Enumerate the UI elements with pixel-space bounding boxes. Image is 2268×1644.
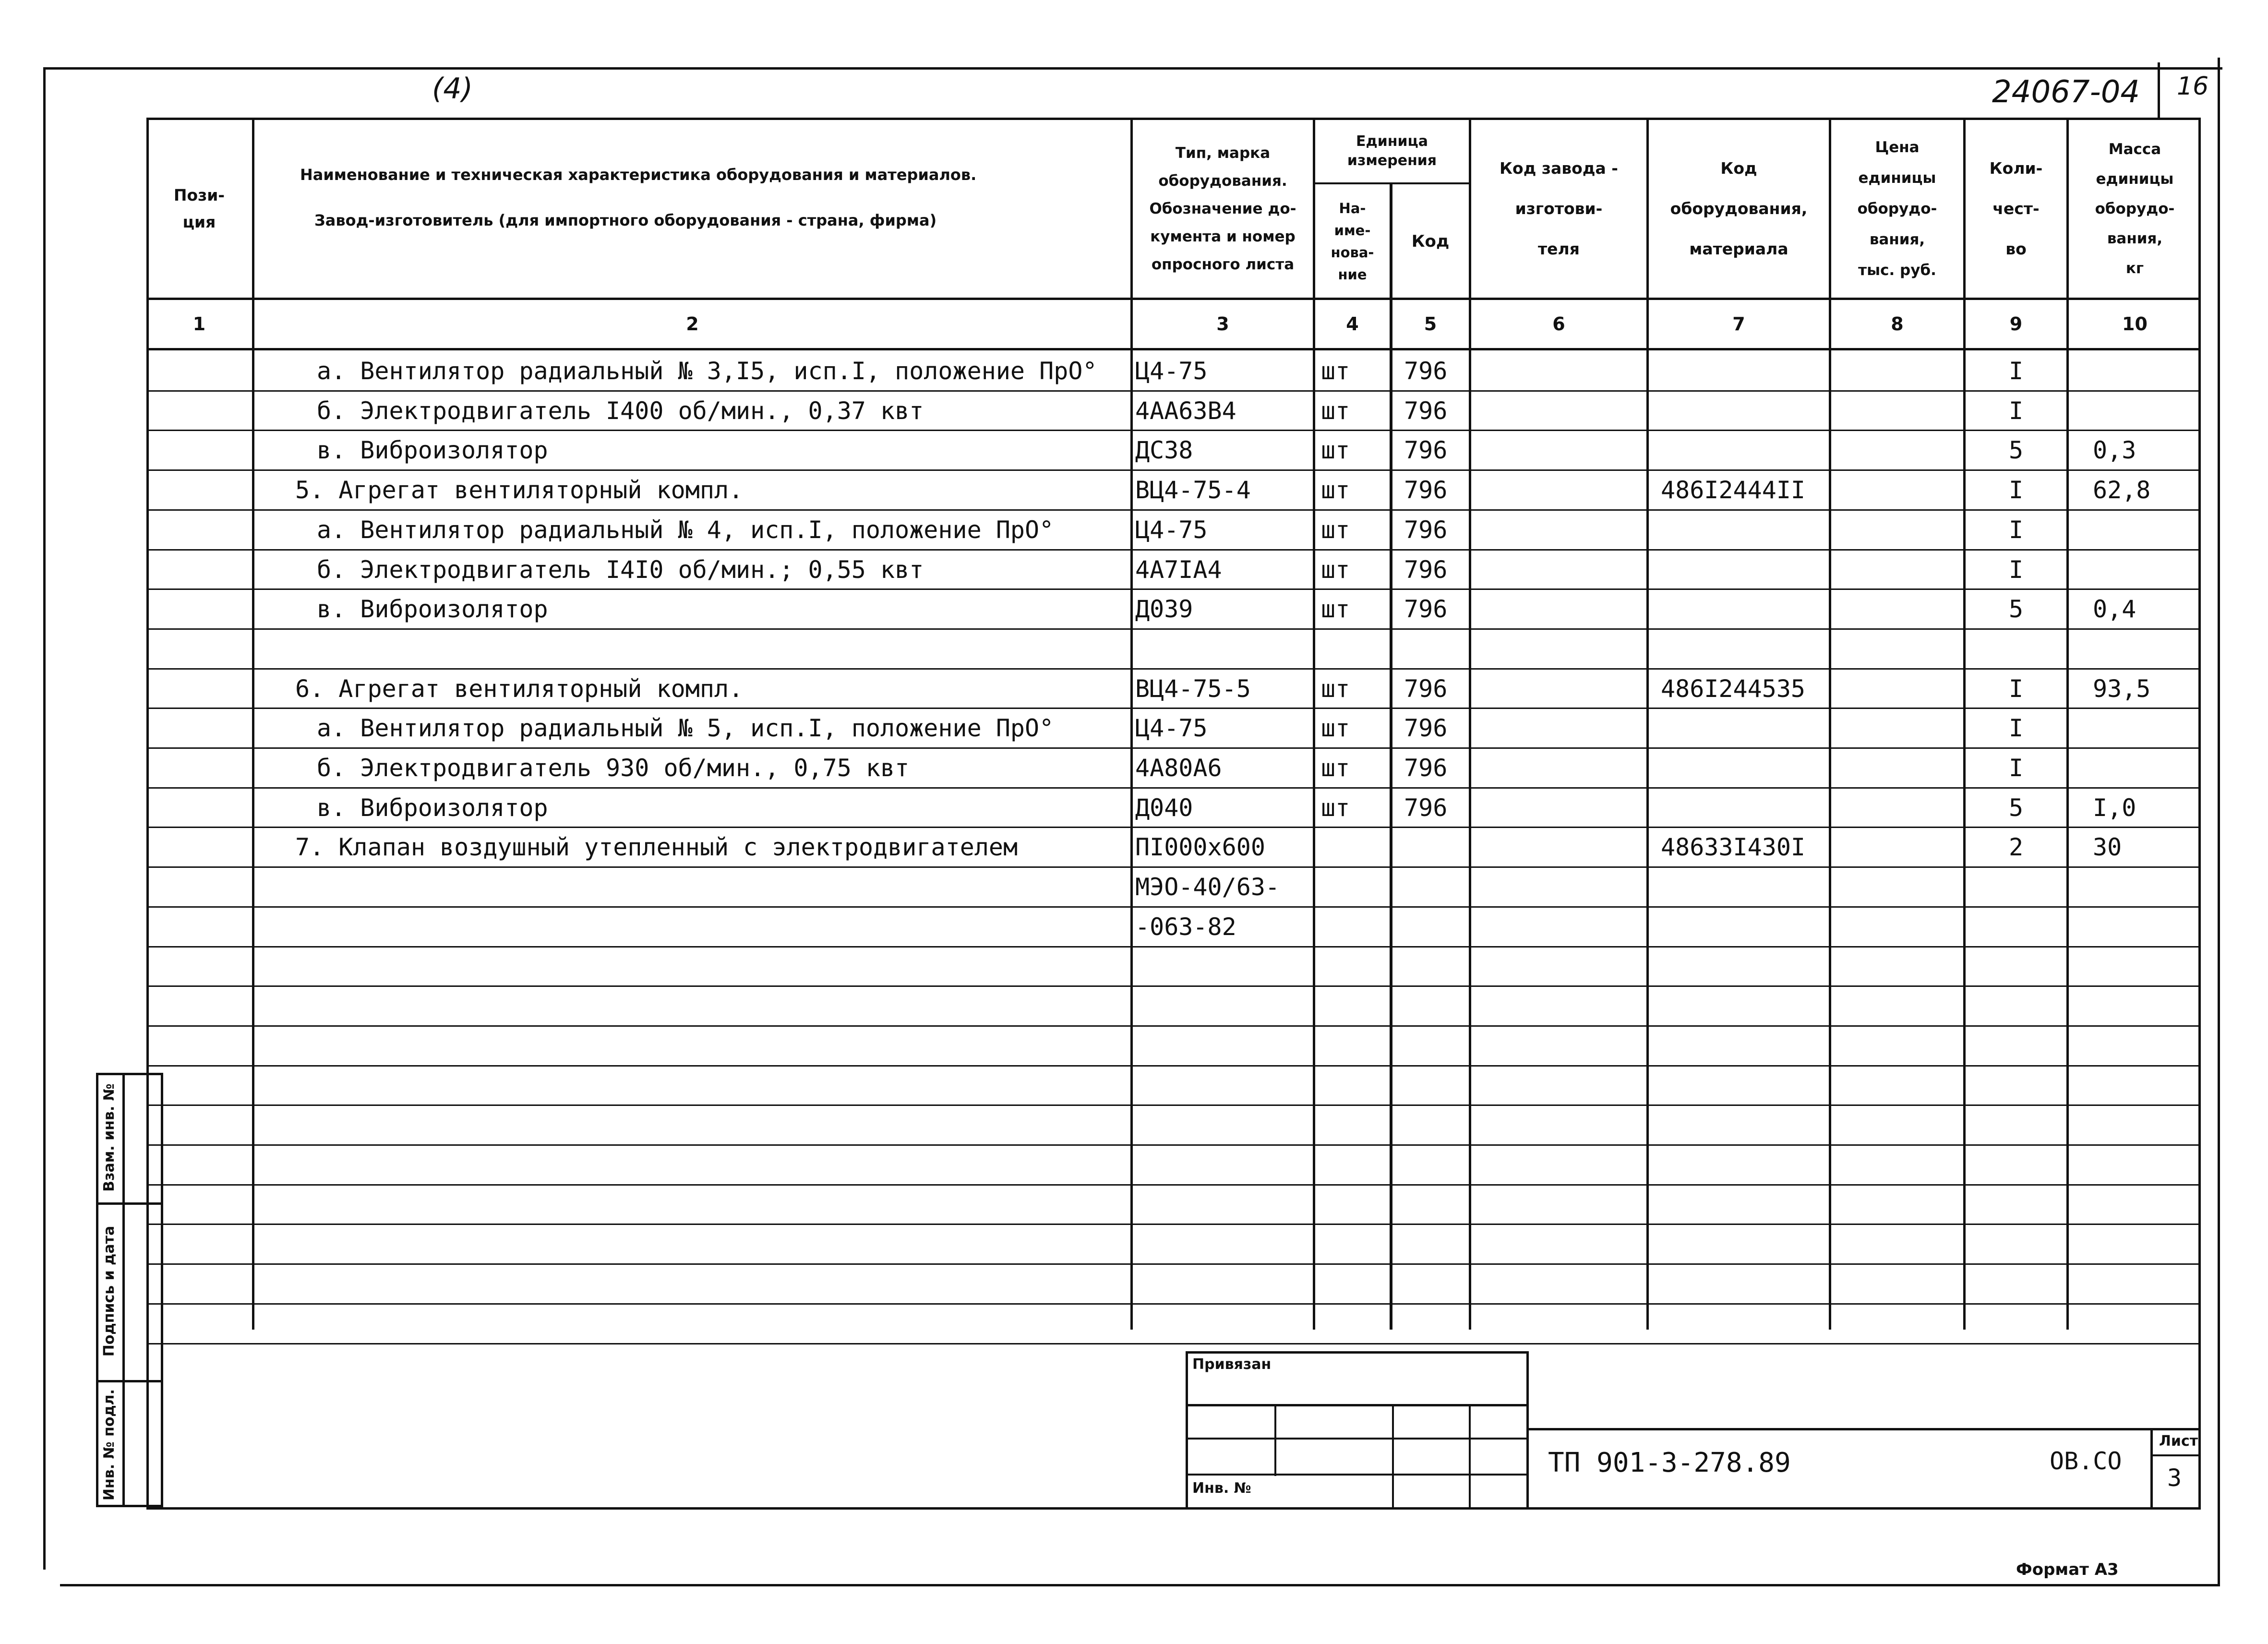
row-quantity: I bbox=[2008, 516, 2024, 544]
row-name: 7. Клапан воздушный утепленный с электродвигателем bbox=[295, 833, 1018, 861]
side-label-orig-inv: Инв. № подл. bbox=[101, 1389, 118, 1501]
row-quantity: 5 bbox=[2008, 595, 2024, 623]
header-quantity: Коли- чест- во bbox=[1989, 159, 2043, 258]
colnum-9: 9 bbox=[2009, 313, 2023, 335]
header-name-block bbox=[254, 120, 1130, 298]
row-name: б. Электродвигатель I400 об/мин., 0,37 квт bbox=[317, 397, 924, 425]
row-type: Ц4-75 bbox=[1135, 357, 1208, 385]
table-row bbox=[146, 1104, 2201, 1144]
colnum-5: 5 bbox=[1424, 313, 1437, 335]
side-hline-1 bbox=[96, 1202, 163, 1205]
stamp-inv-label: Инв. № bbox=[1192, 1480, 1251, 1497]
row-type: ВЦ4-75-5 bbox=[1135, 675, 1251, 703]
stamp-bound-label: Привязан bbox=[1192, 1356, 1272, 1373]
side-label-replace-inv: Взам. инв. № bbox=[101, 1083, 118, 1192]
doc-number: 24067-04 bbox=[1992, 74, 2140, 110]
colnum-10: 10 bbox=[2122, 313, 2148, 335]
table-row bbox=[146, 1184, 2201, 1224]
table-row bbox=[146, 1144, 2201, 1184]
top-note: (4) bbox=[432, 72, 473, 106]
row-unit-code: 796 bbox=[1404, 754, 1448, 782]
row-unit-code: 796 bbox=[1404, 595, 1448, 623]
stamp-grid-v3 bbox=[1469, 1404, 1471, 1510]
header-unit-name: На- име- нова- ние bbox=[1331, 200, 1374, 283]
row-mass: 0,3 bbox=[2093, 436, 2136, 464]
row-type: Д040 bbox=[1135, 794, 1193, 822]
sheet-top-line bbox=[43, 67, 2222, 70]
header-position: Пози- ция bbox=[173, 186, 225, 231]
row-name: а. Вентилятор радиальный № 5, исп.I, положение ПрO° bbox=[317, 714, 1054, 742]
colnum-2: 2 bbox=[686, 313, 699, 335]
row-type: -063-82 bbox=[1135, 913, 1236, 941]
row-unit: шт bbox=[1321, 476, 1350, 504]
row-name: б. Электродвигатель 930 об/мин., 0,75 квт bbox=[317, 754, 910, 782]
row-quantity: I bbox=[2008, 754, 2024, 782]
sheet-right-line bbox=[2218, 58, 2220, 1584]
row-name: 5. Агрегат вентиляторный компл. bbox=[295, 476, 744, 504]
table-row bbox=[146, 946, 2201, 986]
header-factory-code: Код завода - изготови- теля bbox=[1500, 159, 1618, 258]
row-unit: шт bbox=[1321, 754, 1350, 782]
stamp-grid-h1 bbox=[1186, 1438, 1529, 1440]
row-quantity: I bbox=[2008, 675, 2024, 703]
table-row bbox=[146, 1224, 2201, 1263]
row-quantity: I bbox=[2008, 556, 2024, 584]
row-type: Д039 bbox=[1135, 595, 1193, 623]
row-type: 4А7IА4 bbox=[1135, 556, 1222, 584]
table-row bbox=[146, 628, 2201, 668]
table-row bbox=[146, 1065, 2201, 1105]
stamp-grid-v2 bbox=[1392, 1404, 1394, 1510]
row-type: ВЦ4-75-4 bbox=[1135, 476, 1251, 504]
row-quantity: I bbox=[2008, 357, 2024, 385]
row-unit: шт bbox=[1321, 794, 1350, 822]
row-quantity: I bbox=[2008, 476, 2024, 504]
row-unit-code: 796 bbox=[1404, 397, 1448, 425]
header-type: Тип, марка оборудования. Обозначение до- кумента и номер опросного листа bbox=[1149, 144, 1296, 273]
row-type: 4А80А6 bbox=[1135, 754, 1222, 782]
stamp-grid-h2 bbox=[1186, 1474, 1529, 1476]
row-type: ДС38 bbox=[1135, 436, 1193, 464]
header-equipment-code: Код оборудования, материала bbox=[1670, 159, 1808, 258]
stamp-title-line bbox=[1529, 1428, 2201, 1430]
row-type: Ц4-75 bbox=[1135, 714, 1208, 742]
stamp-section: ОВ.СО bbox=[2050, 1447, 2122, 1475]
row-unit: шт bbox=[1321, 357, 1350, 385]
colnum-1: 1 bbox=[192, 313, 206, 335]
stamp-sheet-hline bbox=[2150, 1454, 2201, 1456]
row-quantity: 5 bbox=[2008, 436, 2024, 464]
header-name-line2: Завод-изготовитель (для импортного оборудования - страна, фирма) bbox=[314, 211, 937, 229]
format-label: Формат A3 bbox=[2016, 1560, 2119, 1579]
row-unit-code: 796 bbox=[1404, 357, 1448, 385]
colnum-8: 8 bbox=[1891, 313, 1904, 335]
row-unit-code: 796 bbox=[1404, 516, 1448, 544]
row-unit-code: 796 bbox=[1404, 556, 1448, 584]
row-mass: 0,4 bbox=[2093, 595, 2136, 623]
row-unit: шт bbox=[1321, 397, 1350, 425]
row-mass: 62,8 bbox=[2093, 476, 2151, 504]
row-unit-code: 796 bbox=[1404, 476, 1448, 504]
colnum-6: 6 bbox=[1552, 313, 1565, 335]
table-row bbox=[146, 985, 2201, 1025]
side-divider-mid bbox=[122, 1073, 125, 1507]
row-name: б. Электродвигатель I4I0 об/мин.; 0,55 квт bbox=[317, 556, 924, 584]
row-unit-code: 796 bbox=[1404, 436, 1448, 464]
table-row bbox=[146, 1303, 2201, 1343]
row-name: в. Виброизолятор bbox=[317, 595, 548, 623]
row-unit: шт bbox=[1321, 516, 1350, 544]
sheet-number: 16 bbox=[2177, 72, 2209, 101]
side-divider-1 bbox=[96, 1073, 98, 1507]
stamp-designation: ТП 901-3-278.89 bbox=[1548, 1447, 1791, 1478]
stamp-sheet-label: Лист bbox=[2159, 1433, 2198, 1450]
row-equipment-code: 486I2444II bbox=[1661, 476, 1806, 504]
row-unit-code: 796 bbox=[1404, 675, 1448, 703]
row-unit: шт bbox=[1321, 556, 1350, 584]
stamp-sheet-value: 3 bbox=[2167, 1464, 2182, 1492]
row-equipment-code: 486I244535 bbox=[1661, 675, 1806, 703]
colnum-7: 7 bbox=[1732, 313, 1745, 335]
row-type: Ц4-75 bbox=[1135, 516, 1208, 544]
row-separator bbox=[146, 1343, 2201, 1344]
header-unit-code: Код bbox=[1411, 231, 1450, 251]
header-unit-group: Единица измерения bbox=[1347, 133, 1437, 169]
row-name: 6. Агрегат вентиляторный компл. bbox=[295, 675, 744, 703]
stamp-grid-v1 bbox=[1274, 1404, 1276, 1476]
row-mass: I,0 bbox=[2093, 794, 2136, 822]
row-equipment-code: 48633I430I bbox=[1661, 833, 1806, 861]
table-row bbox=[146, 1025, 2201, 1065]
row-unit: шт bbox=[1321, 595, 1350, 623]
sheet-bottom-line bbox=[60, 1584, 2220, 1586]
row-unit: шт bbox=[1321, 436, 1350, 464]
table-row bbox=[146, 1263, 2201, 1303]
row-name: в. Виброизолятор bbox=[317, 436, 548, 464]
colnum-3: 3 bbox=[1216, 313, 1229, 335]
header-name-line1: Наименование и техническая характеристика оборудования и материалов. bbox=[300, 166, 977, 184]
row-type: ПI000х600 bbox=[1135, 833, 1265, 861]
row-quantity: I bbox=[2008, 714, 2024, 742]
row-name: а. Вентилятор радиальный № 3,I5, исп.I, положение ПрO° bbox=[317, 357, 1097, 385]
row-quantity: I bbox=[2008, 397, 2024, 425]
row-unit-code: 796 bbox=[1404, 794, 1448, 822]
row-name: в. Виброизолятор bbox=[317, 794, 548, 822]
row-mass: 93,5 bbox=[2093, 675, 2151, 703]
row-unit: шт bbox=[1321, 675, 1350, 703]
header-price: Цена единицы оборудо- вания, тыс. руб. bbox=[1857, 139, 1937, 279]
row-quantity: 2 bbox=[2008, 833, 2024, 861]
row-name: а. Вентилятор радиальный № 4, исп.I, положение ПрO° bbox=[317, 516, 1054, 544]
stamp-block bbox=[1186, 1351, 2201, 1510]
row-unit-code: 796 bbox=[1404, 714, 1448, 742]
colnum-4: 4 bbox=[1346, 313, 1359, 335]
row-unit: шт bbox=[1321, 714, 1350, 742]
side-label-signature-date: Подпись и дата bbox=[101, 1225, 118, 1357]
row-type: МЭО-40/63- bbox=[1135, 873, 1280, 901]
header-mass: Масса единицы оборудо- вания, кг bbox=[2095, 141, 2175, 277]
row-mass: 30 bbox=[2093, 833, 2122, 861]
row-type: 4АА63В4 bbox=[1135, 397, 1236, 425]
sheet-left-line bbox=[43, 67, 46, 1570]
row-quantity: 5 bbox=[2008, 794, 2024, 822]
